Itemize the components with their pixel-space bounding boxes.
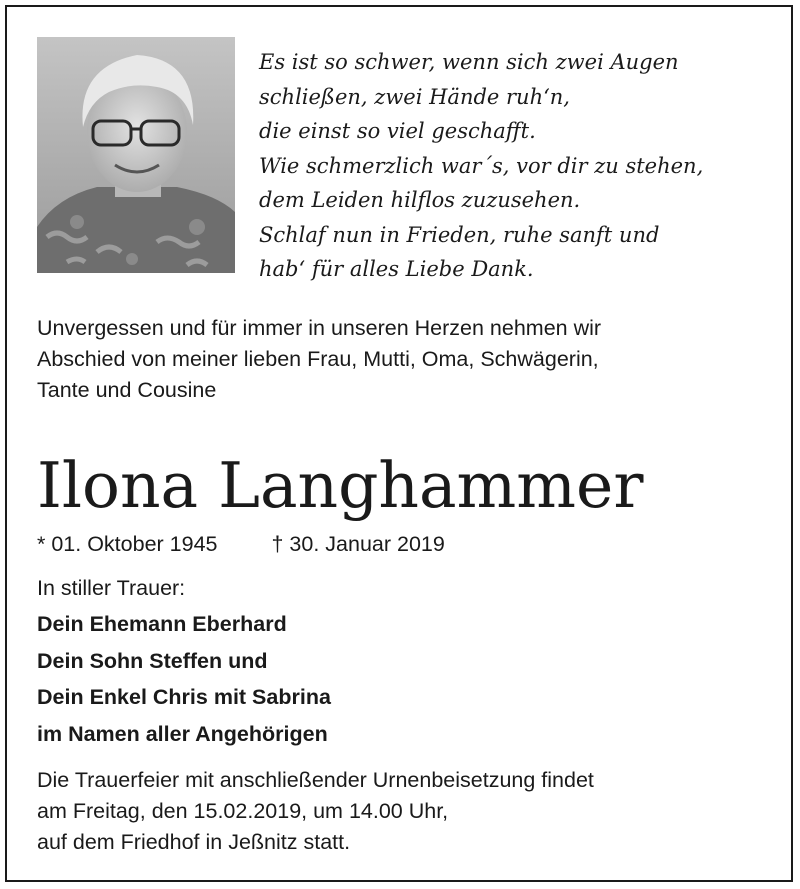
mourners-block (37, 573, 331, 752)
intro-line: Unvergessen und für immer in unseren Herzen nehmen wir (37, 316, 602, 340)
poem-line: Wie schmerzlich war´s, vor dir zu stehen, (259, 153, 704, 178)
poem-line: Schlaf nun in Frieden, ruhe sanft und (259, 222, 660, 247)
poem-line: Es ist so schwer, wenn sich zwei Augen (259, 50, 679, 74)
birth-date: * 01. Oktober 1945 (37, 532, 218, 556)
poem-verse (259, 45, 779, 287)
intro-line: Abschied von meiner lieben Frau, Mutti, Oma, Schwägerin, (37, 347, 599, 371)
mourner-line: Dein Sohn Steffen und (37, 648, 268, 673)
mourner-line: Dein Enkel Chris mit Sabrina (37, 685, 331, 709)
intro-text (37, 313, 777, 406)
deceased-name: Ilona Langhammer (37, 449, 644, 522)
service-details (37, 765, 777, 858)
poem-line: hab‘ für alles Liebe Dank. (259, 257, 534, 281)
obituary-card (5, 5, 793, 882)
poem-line: die einst so viel geschafft. (259, 119, 536, 143)
mourners-heading: In stiller Trauer: (37, 576, 186, 600)
service-line: am Freitag, den 15.02.2019, um 14.00 Uhr, (37, 799, 449, 823)
portrait-photo (37, 37, 235, 273)
service-line: Die Trauerfeier mit anschließender Urnenbeisetzung findet (37, 768, 594, 792)
mourner-line: im Namen aller Angehörigen (37, 721, 328, 746)
poem-line: schließen, zwei Hände ruh‘n, (259, 84, 570, 109)
mourner-line: Dein Ehemann Eberhard (37, 612, 287, 636)
death-date: † 30. Januar 2019 (271, 532, 445, 556)
service-line: auf dem Friedhof in Jeßnitz statt. (37, 830, 351, 854)
poem-line: dem Leiden hilflos zuzusehen. (259, 188, 581, 212)
life-dates (37, 529, 445, 560)
intro-line: Tante und Cousine (37, 378, 217, 402)
